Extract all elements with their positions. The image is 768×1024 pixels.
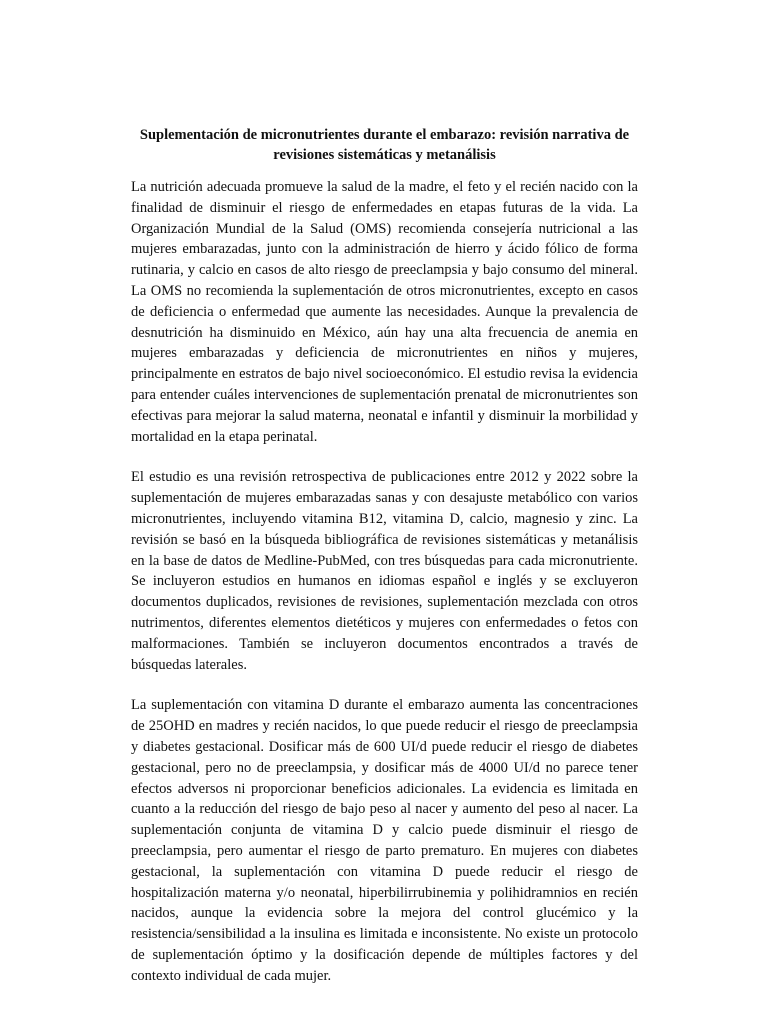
paragraph-vitamin-d: La suplementación con vitamina D durante el embarazo aumenta las concentraciones de 25OHD en madres y recién nacidos, lo que puede reducir el riesgo de preeclampsia y diabetes gestacional. Dosificar más de 600 UI/d puede reducir el riesgo de diabetes gestacional, pero no de preeclampsia, y dosificar más de 4000 UI/d no parece tener efectos adversos ni proporcionar beneficios adicionales. La evidencia es limitada en cuanto a la reducción del riesgo de bajo peso al nacer y aumento del peso al nacer. La suplementación conjunta de vitamina D y calcio puede disminuir el riesgo de preeclampsia, pero aumentar el riesgo de parto prematuro. En mujeres con diabetes gestacional, la suplementación con vitamina D puede reducir el riesgo de hospitalización materna y/o neonatal, hiperbilirrubinemia y polihidramnios en recién nacidos, aunque la evidencia sobre la mejora del control glucémico y la resistencia/sensibilidad a la insulina es limitada e inconsistente. No existe un protocolo de suplementación óptimo y la dosificación depende de múltiples factores y del contexto individual de cada mujer. — [131, 697, 638, 984]
paragraph-methods: El estudio es una revisión retrospectiva de publicaciones entre 2012 y 2022 sobre la suplementación de mujeres embarazadas sanas y con desajuste metabólico con varios micronutrientes, incluyendo vitamina B12, vitamina D, calcio, magnesio y zinc. La revisión se basó en la búsqueda bibliográfica de revisiones sistemáticas y metanálisis en la base de datos de Medline-PubMed, con tres búsquedas para cada micronutriente. Se incluyeron estudios en humanos en idiomas español e inglés y se excluyeron documentos duplicados, revisiones de revisiones, suplementación mezclada con otros nutrimentos, diferentes elementos dietéticos y mujeres con enfermedades o fetos con malformaciones. También se incluyeron documentos encontrados a través de búsquedas laterales. — [131, 469, 638, 673]
document-title: Suplementación de micronutrientes durante el embarazo: revisión narrativa de revisiones sistemáticas y metanálisis — [139, 127, 630, 163]
document-body — [131, 125, 638, 986]
paragraph-introduction: La nutrición adecuada promueve la salud de la madre, el feto y el recién nacido con la finalidad de disminuir el riesgo de enfermedades en etapas futuras de la vida. La Organización Mundial de la Salud (OMS) recomienda consejería nutricional a las mujeres embarazadas, junto con la administración de hierro y ácido fólico de forma rutinaria, y calcio en casos de alto riesgo de preeclampsia y bajo consumo del mineral. La OMS no recomienda la suplementación de otros micronutrientes, excepto en casos de deficiencia o enfermedad que aumente las necesidades. Aunque la prevalencia de desnutrición ha disminuido en México, aún hay una alta frecuencia de anemia en mujeres embarazadas y deficiencia de micronutrientes en niños y mujeres, principalmente en estratos de bajo nivel socioeconómico. El estudio revisa la evidencia para entender cuáles intervenciones de suplementación prenatal de micronutrientes son efectivas para mejorar la salud materna, neonatal e infantil y disminuir la morbilidad y mortalidad en la etapa perinatal. — [131, 179, 638, 445]
